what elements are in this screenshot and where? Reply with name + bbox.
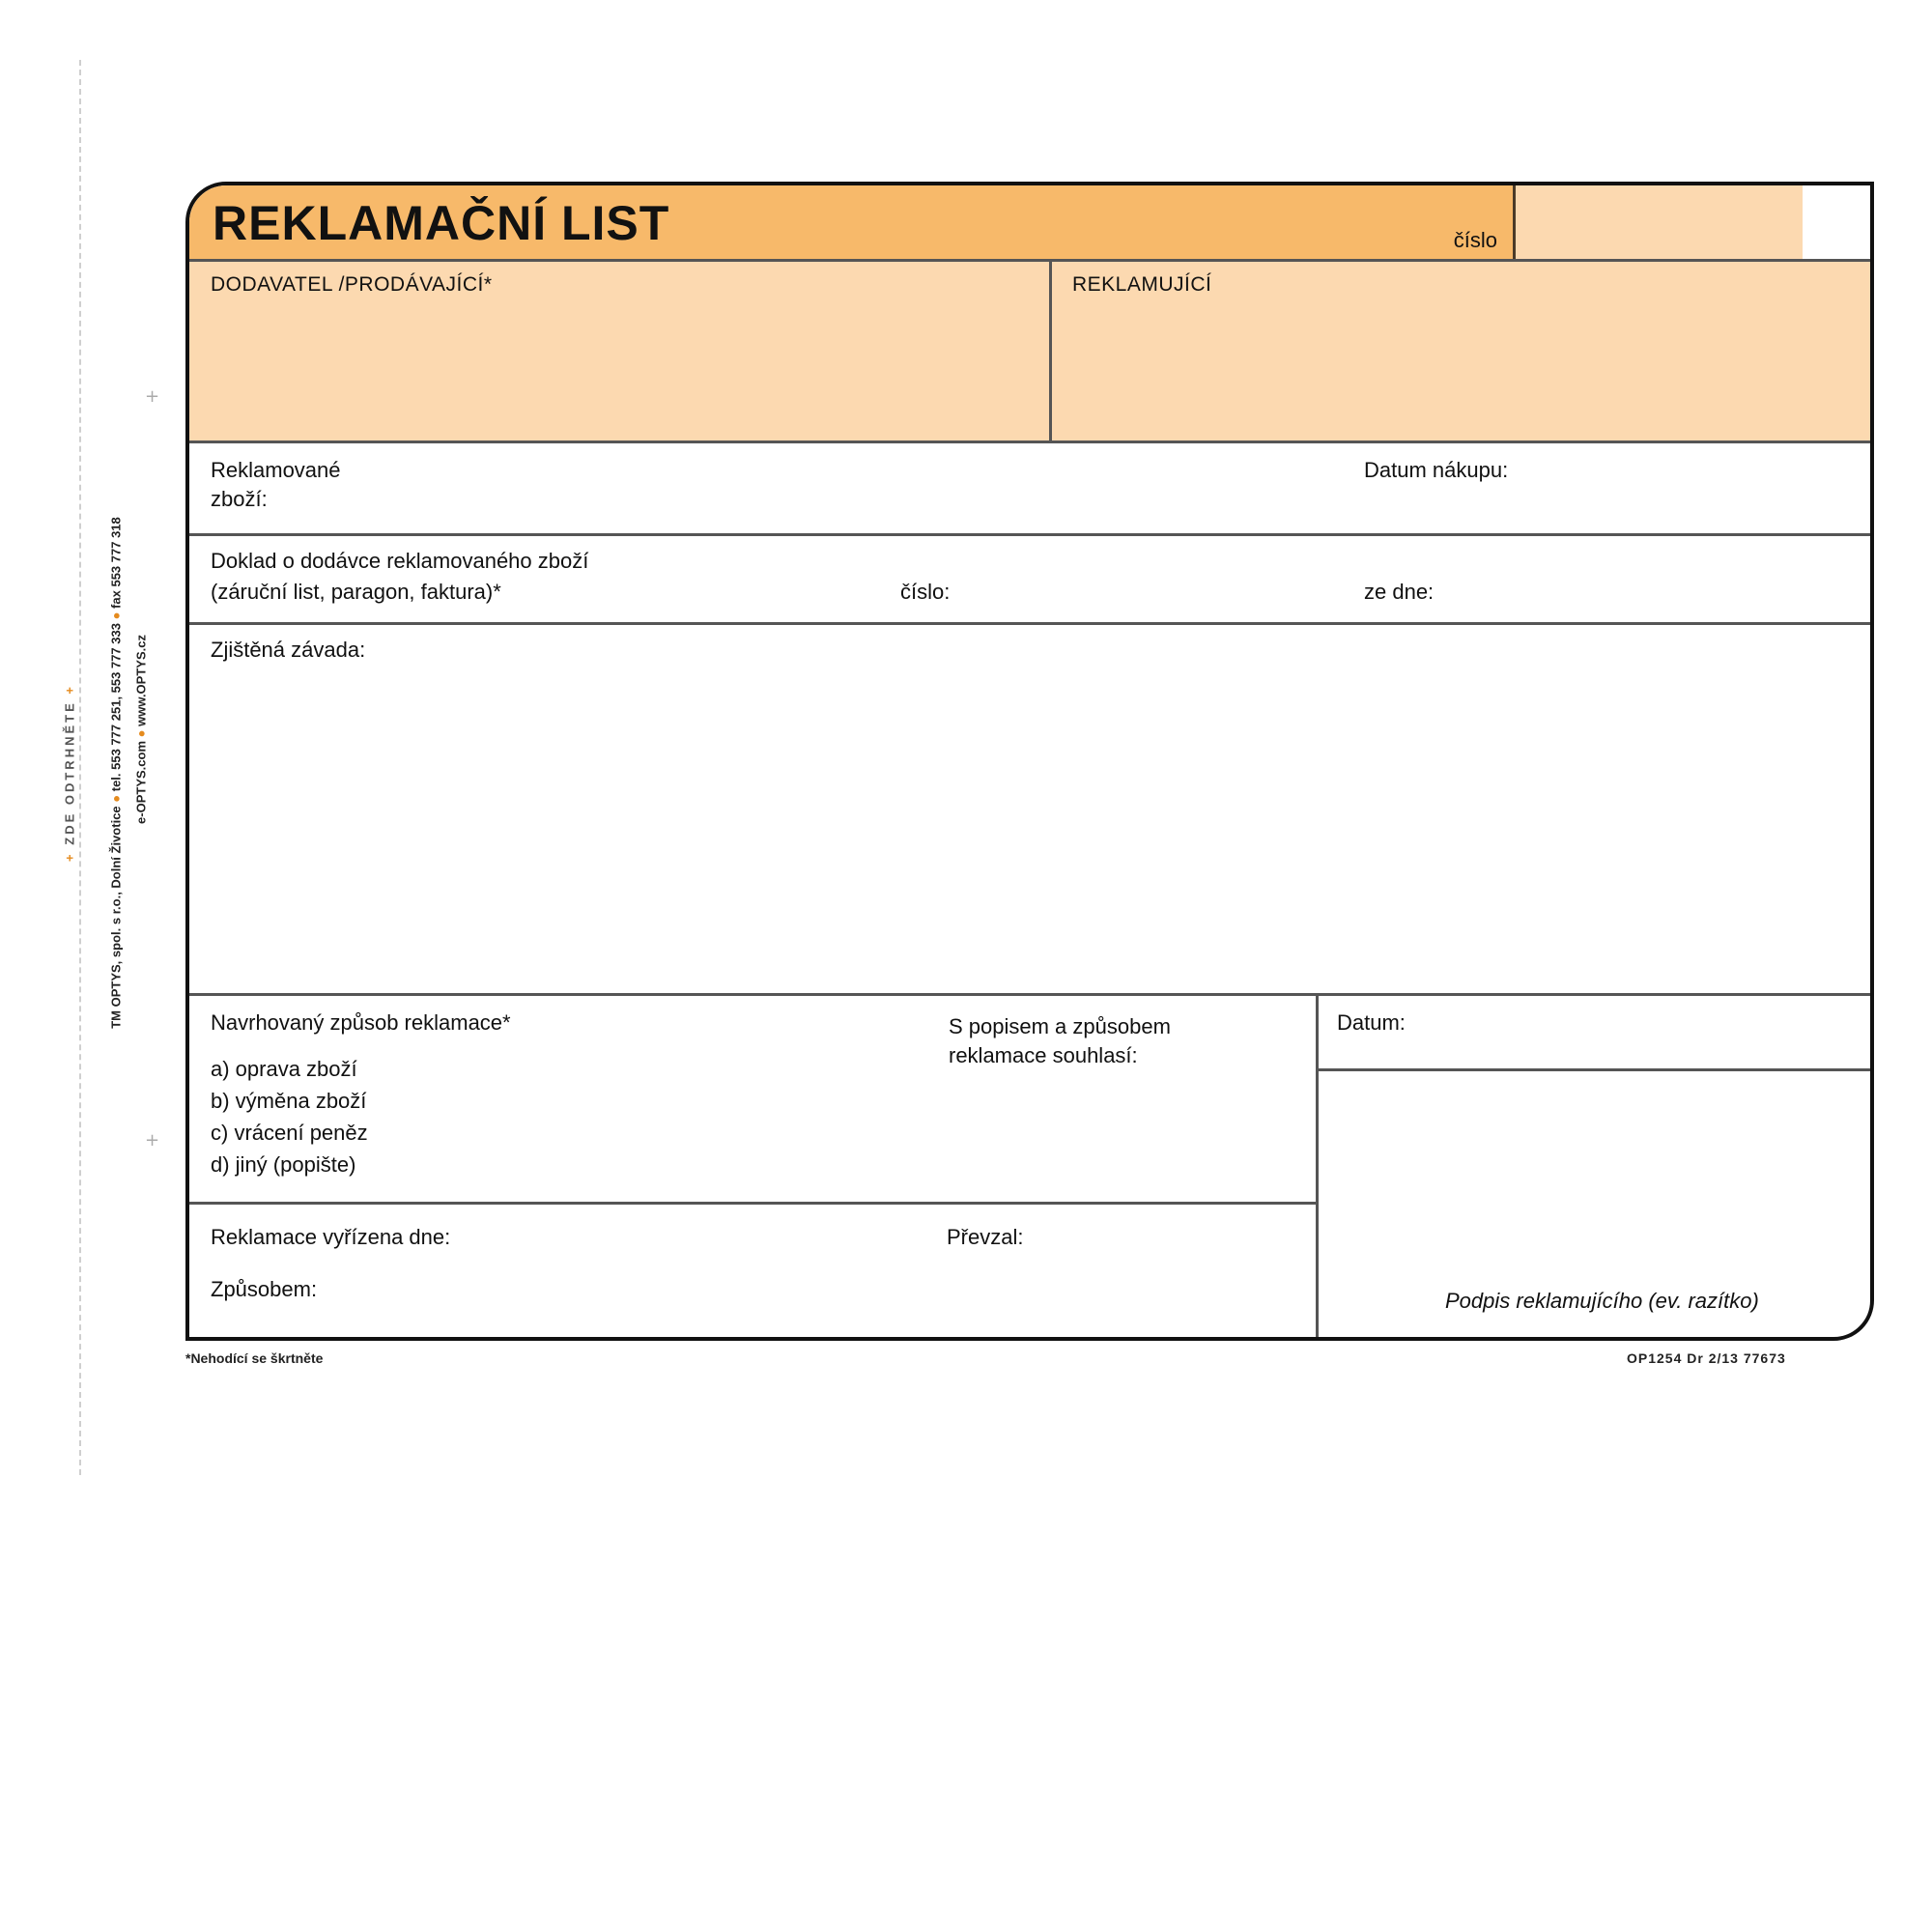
agreement-field[interactable] xyxy=(943,1074,1310,1190)
form-number-field[interactable] xyxy=(1513,185,1803,259)
resolution-method-label: Způsobem: xyxy=(211,1277,318,1301)
agreement-label-line2: reklamace souhlasí: xyxy=(949,1043,1138,1067)
form-number-label: číslo xyxy=(1453,228,1497,252)
defect-field[interactable] xyxy=(189,668,1874,993)
publisher-info xyxy=(109,517,124,1029)
publisher-email: e-OPTYS.com xyxy=(133,741,149,824)
goods-field[interactable] xyxy=(344,444,1349,533)
option-refund[interactable]: c) vrácení peněz xyxy=(211,1121,368,1145)
publisher-web xyxy=(134,635,149,824)
resolution-method-field[interactable] xyxy=(344,1264,1310,1337)
complaint-form xyxy=(185,182,1874,1341)
doc-number-label: číslo: xyxy=(900,580,951,604)
crop-mark-icon: + xyxy=(145,1130,160,1151)
perforation-line xyxy=(79,60,81,1475)
divider xyxy=(189,440,1874,443)
claimant-label: REKLAMUJÍCÍ xyxy=(1072,273,1212,296)
tear-here-label xyxy=(63,684,77,862)
divider xyxy=(189,1202,1318,1205)
delivery-doc-label: Doklad o dodávce reklamovaného zboží xyxy=(211,549,589,573)
form-header xyxy=(189,185,1513,259)
publisher-url: www.OPTYS.cz xyxy=(133,635,149,726)
date-label: Datum: xyxy=(1337,1010,1406,1035)
defect-label: Zjištěná závada: xyxy=(211,638,366,662)
option-other[interactable]: d) jiný (popište) xyxy=(211,1152,356,1177)
divider xyxy=(189,259,1874,262)
supplier-label: DODAVATEL /PRODÁVAJÍCÍ* xyxy=(211,273,493,296)
purchase-date-label: Datum nákupu: xyxy=(1364,458,1509,482)
resolved-date-field[interactable] xyxy=(489,1209,933,1264)
signature-label: Podpis reklamujícího (ev. razítko) xyxy=(1445,1289,1759,1313)
divider xyxy=(1049,259,1052,442)
publisher-name: TM OPTYS, spol. s r.o., Dolní Životice xyxy=(108,806,124,1029)
publisher-fax: fax 553 777 318 xyxy=(108,517,124,609)
signature-field[interactable] xyxy=(1320,1072,1874,1294)
agreement-label: S popisem a způsobem xyxy=(949,1014,1171,1038)
goods-label: Reklamované xyxy=(211,458,341,482)
purchase-date-field[interactable] xyxy=(1542,444,1870,533)
divider xyxy=(1316,1068,1874,1071)
divider xyxy=(189,533,1874,536)
resolved-date-label: Reklamace vyřízena dne: xyxy=(211,1225,451,1249)
option-repair[interactable]: a) oprava zboží xyxy=(211,1057,357,1081)
claimant-field[interactable] xyxy=(1052,259,1874,442)
doc-date-label: ze dne: xyxy=(1364,580,1435,604)
bullet-icon: ● xyxy=(108,608,124,620)
divider xyxy=(189,993,1874,996)
goods-label-line2: zboží: xyxy=(211,487,268,511)
received-by-field[interactable] xyxy=(1039,1209,1310,1264)
footnote: *Nehodící se škrtněte xyxy=(185,1350,324,1366)
form-title: REKLAMAČNÍ LIST xyxy=(213,196,670,250)
doc-date-field[interactable] xyxy=(1445,537,1870,622)
publisher-phone: tel. 553 777 251, 553 777 333 xyxy=(108,623,124,792)
divider xyxy=(1316,993,1319,1341)
form-code: OP1254 Dr 2/13 77673 xyxy=(1627,1350,1786,1366)
bullet-icon: + xyxy=(62,684,77,701)
divider xyxy=(189,622,1874,625)
bullet-icon: ● xyxy=(108,791,124,803)
option-exchange[interactable]: b) výměna zboží xyxy=(211,1089,367,1113)
proposed-method-label: Navrhovaný způsob reklamace* xyxy=(211,1010,511,1035)
received-by-label: Převzal: xyxy=(947,1225,1024,1249)
delivery-doc-hint: (záruční list, paragon, faktura)* xyxy=(211,580,501,604)
bullet-icon: ● xyxy=(133,725,149,738)
crop-mark-icon: + xyxy=(145,386,160,407)
date-field[interactable] xyxy=(1416,997,1870,1066)
supplier-field[interactable] xyxy=(189,259,1049,442)
tear-here-text: ZDE ODTRHNĚTE xyxy=(62,700,77,845)
doc-number-field[interactable] xyxy=(962,537,1349,622)
bullet-icon: + xyxy=(62,844,77,862)
